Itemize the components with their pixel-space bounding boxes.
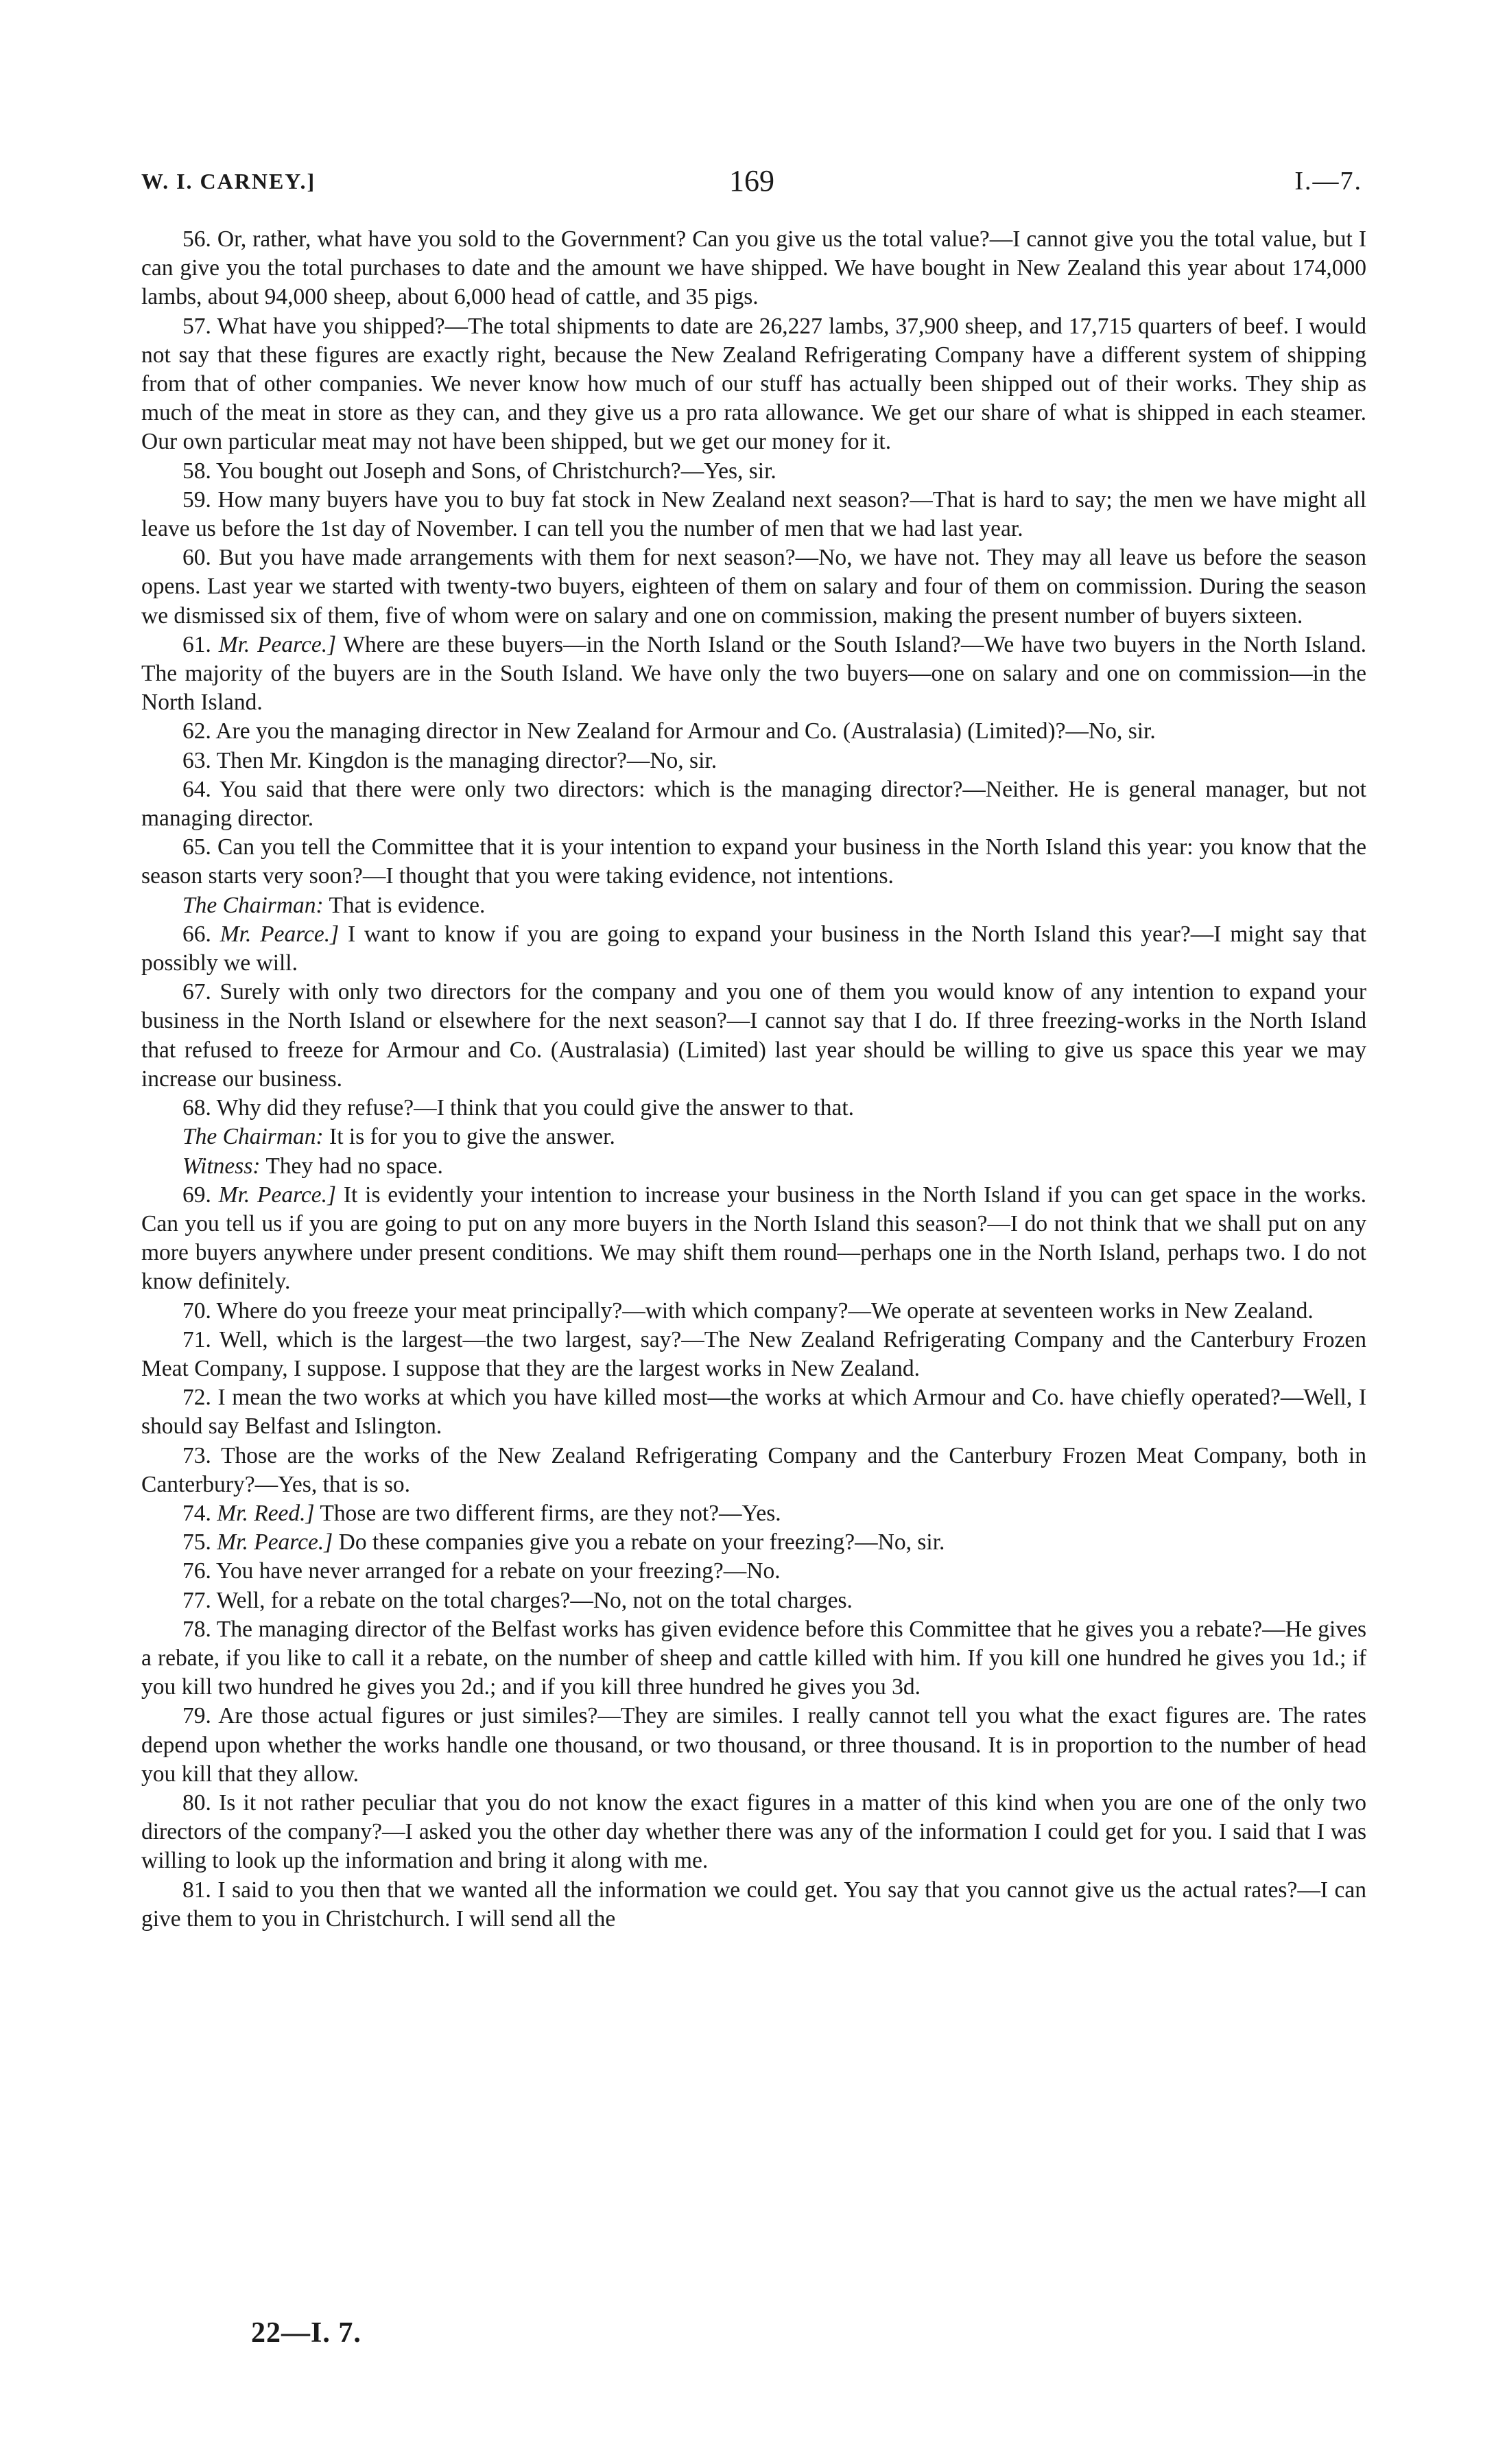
speaker-label: Mr. Pearce.]	[218, 631, 337, 657]
paragraph	[141, 457, 1366, 486]
footer-signature: 22—I. 7.	[251, 2317, 361, 2349]
paragraph	[141, 833, 1366, 891]
paragraph-text: Is it not rather peculiar that you do not know the exact figures in a matter of this kind when you are one of the only two directors of the company?—I asked you the other day whether there was any of the information I could get for you. I said that I was willing to look up the information and bring it along with me.	[141, 1790, 1366, 1874]
paragraph	[141, 1586, 1366, 1615]
question-number: 76.	[182, 1558, 211, 1584]
speaker-label: The Chairman:	[182, 892, 324, 918]
speaker-label: The Chairman:	[182, 1124, 324, 1150]
page-number: 169	[729, 164, 774, 198]
paragraph-text: What have you shipped?—The total shipments to date are 26,227 lambs, 37,900 sheep, and 17,715 quarters of beef. I would not say that these figures are exactly right, because the New Zealand Refrigerating Company have a different system of shipping from that of other companies. We never know how much of our stuff has actually been shipped out of their works. They ship as much of the meat in store as they can, and they give us a pro rata allowance. We get our share of what is shipped in each steamer. Our own particular meat may not have been shipped, but we get our money for it.	[141, 313, 1366, 455]
paragraph	[141, 543, 1366, 631]
paragraph-text: Are those actual figures or just similes?—They are similes. I really cannot tell you what the exact figures are. The rates depend upon whether the works handle one thousand, or two thousand, or three thousand. It is in proportion to the number of head you kill that they allow.	[141, 1703, 1366, 1787]
question-number: 80.	[182, 1790, 211, 1816]
paragraph	[141, 1528, 1366, 1557]
paragraph	[141, 225, 1366, 312]
paragraph-text: But you have made arrangements with them for next season?—No, we have not. They may all leave us before the season opens. Last year we started with twenty-two buyers, eighteen of them on salary and four of them on commission. During the season we dismissed six of them, five of whom were on salary and one on commission, making the present number of buyers sixteen.	[141, 545, 1366, 629]
question-number: 66.	[182, 921, 211, 947]
question-number: 73.	[182, 1442, 211, 1468]
paragraph	[141, 1383, 1366, 1441]
question-number: 60.	[182, 545, 211, 571]
paragraph-text: Well, which is the largest—the two largest, say?—The New Zealand Refrigerating Company and the Canterbury Frozen Meat Company, I suppose. I suppose that they are the largest works in New Zealand.	[141, 1326, 1366, 1381]
paragraph	[141, 747, 1366, 775]
paragraph-text: I said to you then that we wanted all the information we could get. You say that you cannot give us the actual rates?—I can give them to you in Christchurch. I will send all the	[141, 1877, 1367, 1932]
paragraph-text: Why did they refuse?—I think that you could give the answer to that.	[216, 1095, 855, 1121]
paragraph	[141, 1123, 1366, 1151]
paragraph-text: That is evidence.	[329, 892, 486, 918]
paragraph-text: Well, for a rebate on the total charges?—No, not on the total charges.	[216, 1587, 853, 1613]
paragraph	[141, 1557, 1366, 1586]
paragraph	[141, 312, 1366, 457]
page-body	[141, 225, 1366, 1934]
question-number: 74.	[182, 1500, 211, 1526]
speaker-label: Mr. Pearce.]	[217, 1529, 333, 1556]
paragraph	[141, 1297, 1366, 1326]
paragraph-text: I want to know if you are going to expand your business in the North Island this year?—I might say that possibly we will.	[141, 921, 1366, 976]
question-number: 79.	[182, 1703, 211, 1729]
paragraph-text: You said that there were only two directors: which is the managing director?—Neither. He is general manager, but not managing director.	[141, 776, 1366, 832]
question-number: 68.	[182, 1095, 211, 1121]
paragraph	[141, 1499, 1366, 1528]
header-paper-ref: I.—7.	[1294, 167, 1362, 196]
paragraph-text: I mean the two works at which you have killed most—the works at which Armour and Co. have chiefly operated?—Well, I should say Belfast and Islington.	[141, 1385, 1366, 1440]
paragraph-text: Where are these buyers—in the North Island or the South Island?—We have two buyers in the North Island. The majority of the buyers are in the South Island. We have only the two buyers—one on salary and one on commission—in the North Island.	[141, 631, 1366, 716]
question-number: 71.	[182, 1326, 211, 1352]
question-number: 69.	[182, 1182, 211, 1208]
paragraph-text: Or, rather, what have you sold to the Government? Can you give us the total value?—I cannot give you the total value, but I can give you the total purchases to date and the amount we have shipped. We have bought in New Zealand this year about 174,000 lambs, about 94,000 sheep, about 6,000 head of cattle, and 35 pigs.	[141, 226, 1367, 310]
paragraph-text: They had no space.	[265, 1153, 443, 1179]
question-number: 56.	[182, 226, 211, 252]
page-header	[141, 163, 1362, 204]
paragraph	[141, 486, 1366, 543]
paragraph	[141, 631, 1366, 718]
paragraph-text: Surely with only two directors for the company and you one of them you would know of any intention to expand your business in the North Island or elsewhere for the next season?—I cannot say that I do. If three freezing-works in the North Island that refused to freeze for Armour and Co. (Australasia) (Limited) last year should be willing to give us space this year we may increase our business.	[141, 979, 1366, 1092]
speaker-label: Mr. Pearce.]	[219, 921, 340, 947]
paragraph	[141, 1615, 1366, 1702]
speaker-label: Mr. Pearce.]	[218, 1182, 337, 1208]
question-number: 64.	[182, 776, 211, 802]
paragraph	[141, 1326, 1366, 1383]
paragraph-text: The managing director of the Belfast works has given evidence before this Committee that he gives you a rebate?—He gives a rebate, if you like to call it a rebate, on the number of sheep and cattle killed with him. If you kill one hundred he gives you 1d.; if you kill two hundred he gives you 2d.; and if you kill three hundred he gives you 3d.	[141, 1616, 1366, 1700]
question-number: 61.	[182, 631, 211, 657]
paragraph-text: Then Mr. Kingdon is the managing director?—No, sir.	[216, 747, 717, 773]
paragraph-text: Are you the managing director in New Zealand for Armour and Co. (Australasia) (Limited)?—No, sir.	[215, 718, 1156, 744]
question-number: 63.	[182, 747, 211, 773]
paragraph-text: Where do you freeze your meat principally?—with which company?—We operate at seventeen works in New Zealand.	[216, 1298, 1314, 1324]
question-number: 57.	[182, 313, 211, 339]
paragraph-text: You have never arranged for a rebate on your freezing?—No.	[216, 1558, 781, 1584]
paragraph-text: Can you tell the Committee that it is your intention to expand your business in the North Island this year: you know that the season starts very soon?—I thought that you were taking evidence, not intentions.	[141, 834, 1366, 889]
paragraph	[141, 1181, 1366, 1297]
paragraph-text: Those are the works of the New Zealand Refrigerating Company and the Canterbury Frozen Meat Company, both in Canterbury?—Yes, that is so.	[141, 1442, 1366, 1497]
question-number: 67.	[182, 979, 211, 1005]
paragraph-text: How many buyers have you to buy fat stock in New Zealand next season?—That is hard to say; the men we have might all leave us before the 1st day of November. I can tell you the number of men that we had last year.	[141, 486, 1367, 542]
paragraph	[141, 1094, 1366, 1123]
speaker-label: Mr. Reed.]	[217, 1500, 315, 1526]
paragraph	[141, 1442, 1366, 1499]
paragraph-text: You bought out Joseph and Sons, of Christchurch?—Yes, sir.	[216, 458, 776, 484]
paragraph	[141, 978, 1366, 1094]
question-number: 65.	[182, 834, 211, 860]
question-number: 72.	[182, 1385, 211, 1411]
question-number: 81.	[182, 1877, 211, 1903]
paragraph	[141, 775, 1366, 833]
paragraph	[141, 1876, 1366, 1934]
paragraph-text: It is evidently your intention to increase your business in the North Island if you can get space in the works. Can you tell us if you are going to put on any more buyers in the North Island this season?—I do not think that we shall put on any more buyers anywhere under present conditions. We may shift them round—perhaps one in the North Island, perhaps two. I do not know definitely.	[141, 1182, 1367, 1295]
paragraph-text: Do these companies give you a rebate on your freezing?—No, sir.	[338, 1529, 945, 1556]
speaker-label: Witness:	[182, 1153, 261, 1179]
paragraph	[141, 1152, 1366, 1181]
paragraph-text: It is for you to give the answer.	[329, 1124, 615, 1150]
question-number: 59.	[182, 486, 211, 513]
paragraph	[141, 717, 1366, 746]
paragraph	[141, 891, 1366, 920]
paragraph	[141, 1702, 1366, 1789]
question-number: 78.	[182, 1616, 211, 1642]
header-witness-name: W. I. CARNEY.]	[141, 169, 316, 193]
paragraph	[141, 920, 1366, 978]
paragraph	[141, 1789, 1366, 1876]
paragraph-text: Those are two different firms, are they not?—Yes.	[320, 1500, 781, 1526]
question-number: 75.	[182, 1529, 211, 1556]
question-number: 77.	[182, 1587, 211, 1613]
question-number: 70.	[182, 1298, 211, 1324]
question-number: 58.	[182, 458, 211, 484]
question-number: 62.	[182, 718, 211, 744]
